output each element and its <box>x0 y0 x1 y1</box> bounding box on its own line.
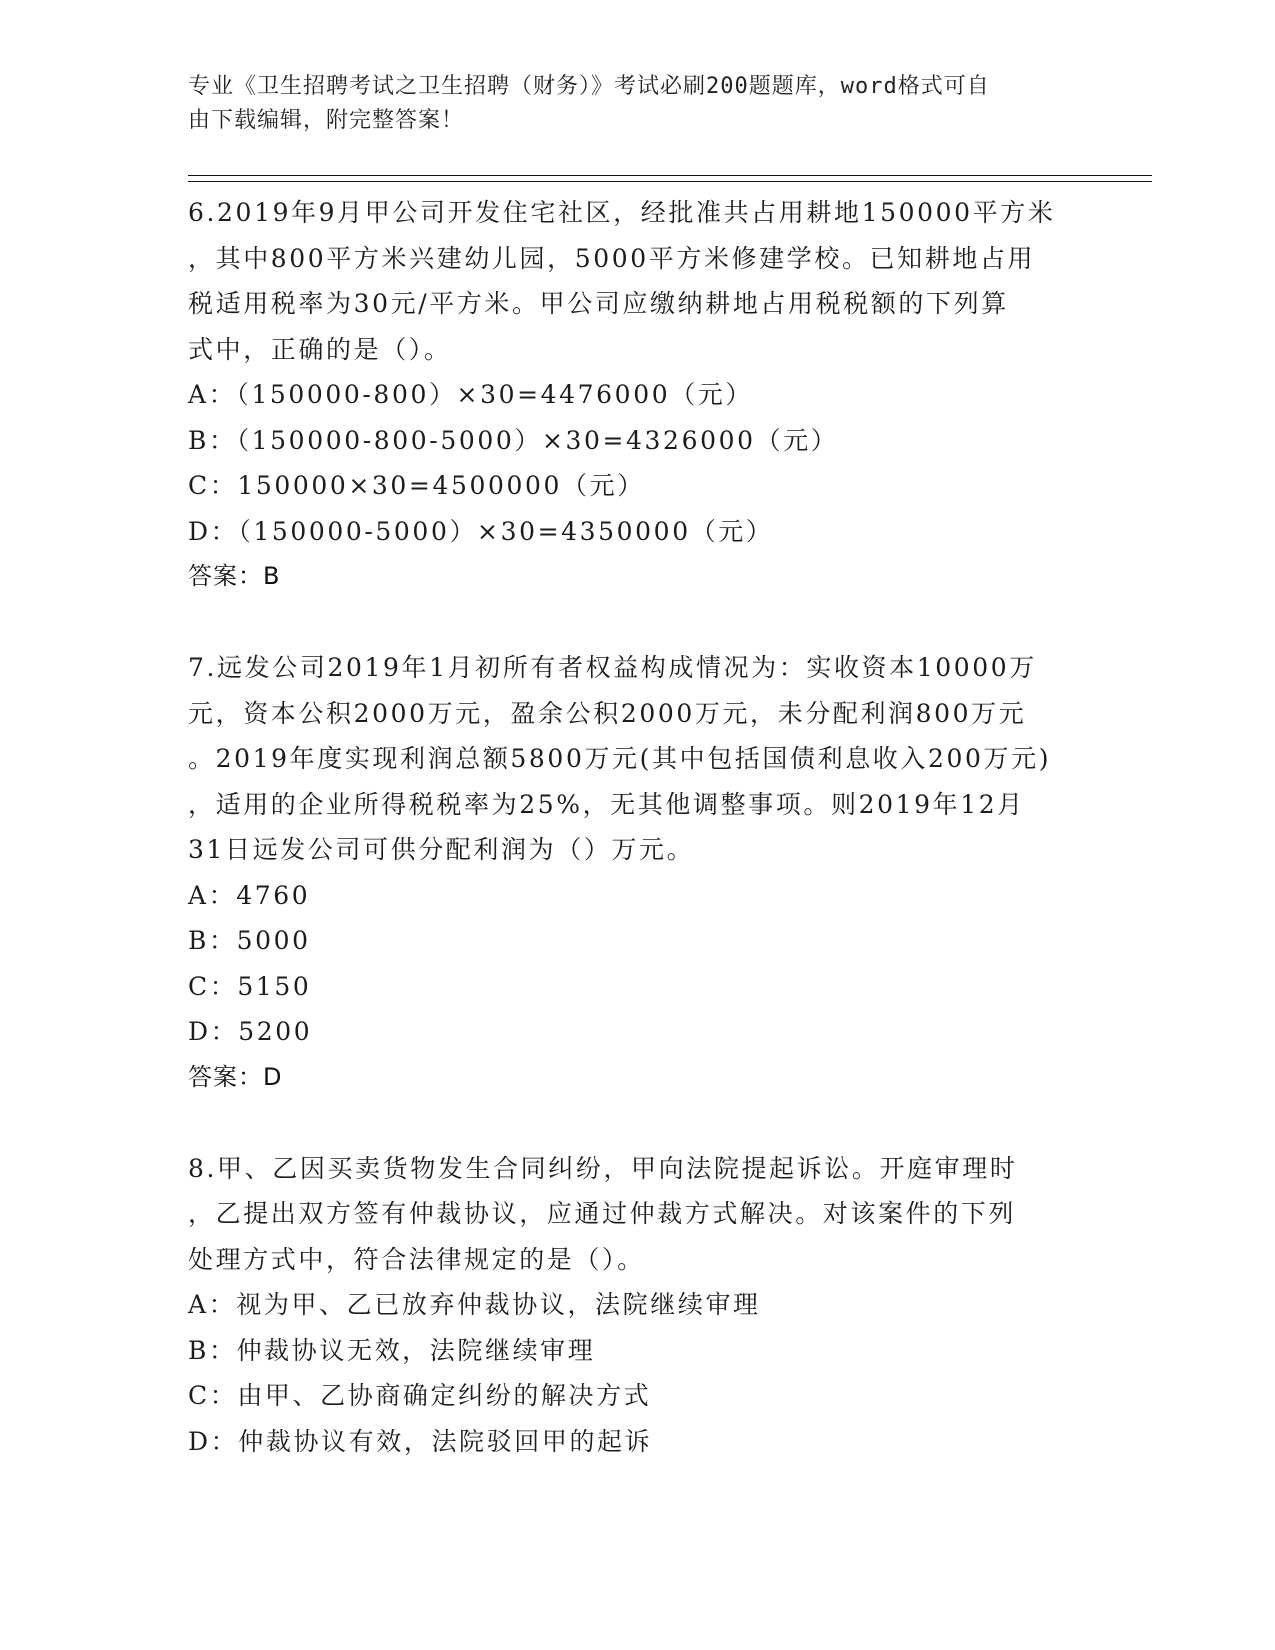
document-header <box>188 70 1088 138</box>
question-text: ，其中800平方米兴建幼儿园，5000平方米修建学校。已知耕地占用 <box>188 243 1036 273</box>
question-spacer <box>188 1100 1148 1146</box>
answer: 答案：B <box>188 562 281 590</box>
answer: 答案：D <box>188 1062 283 1091</box>
header-line: 由下载编辑，附完整答案！ <box>188 108 465 133</box>
header-line: 专业《卫生招聘考试之卫生招聘（财务）》考试必刷200题题库，word格式可自 <box>188 74 990 99</box>
question-text: 31日远发公司可供分配利润为（）万元。 <box>188 835 695 864</box>
option-b: B：（150000-800-5000）×30=4326000（元） <box>188 425 839 455</box>
question-spacer <box>188 600 1148 646</box>
question-text: ，乙提出双方签有仲裁协议，应通过仲裁方式解决。对该案件的下列 <box>188 1199 1017 1228</box>
option-c: C：由甲、乙协商确定纠纷的解决方式 <box>188 1381 652 1410</box>
question-list <box>188 190 1148 1464</box>
header-divider <box>188 175 1152 176</box>
option-d: D：仲裁协议有效，法院驳回甲的起诉 <box>188 1426 653 1456</box>
question-text: 处理方式中，符合法律规定的是（）。 <box>188 1244 645 1274</box>
question-text: 税适用税率为30元/平方米。甲公司应缴纳耕地占用税税额的下列算 <box>188 289 1009 318</box>
question-text: ，适用的企业所得税税率为25%，无其他调整事项。则2019年12月 <box>188 789 1025 819</box>
option-c: C：5150 <box>188 971 312 1001</box>
question-text: 元，资本公积2000万元，盈余公积2000万元，未分配利润800万元 <box>188 698 1027 728</box>
question-text: 6.2019年9月甲公司开发住宅社区，经批准共占用耕地150000平方米 <box>188 198 1056 227</box>
question-text: 7.远发公司2019年1月初所有者权益构成情况为：实收资本10000万 <box>188 653 1037 682</box>
option-b: B：仲裁协议无效，法院继续审理 <box>188 1335 596 1365</box>
question-text: 。2019年度实现利润总额5800万元(其中包括国债利息收入200万元) <box>188 744 1052 773</box>
question-8 <box>188 1146 1148 1465</box>
question-6 <box>188 190 1148 600</box>
option-d: D：5200 <box>188 1017 313 1046</box>
question-7 <box>188 645 1148 1100</box>
option-c: C：150000×30=4500000（元） <box>188 471 645 500</box>
option-a: A：4760 <box>188 880 311 910</box>
option-a: A：视为甲、乙已放弃仲裁协议，法院继续审理 <box>188 1290 761 1319</box>
option-a: A：（150000-800）×30=4476000（元） <box>188 380 753 409</box>
header-divider <box>188 181 1152 182</box>
option-d: D：（150000-5000）×30=4350000（元） <box>188 516 774 546</box>
option-b: B：5000 <box>188 926 311 955</box>
question-text: 式中，正确的是（）。 <box>188 334 452 364</box>
question-text: 8.甲、乙因买卖货物发生合同纠纷，甲向法院提起诉讼。开庭审理时 <box>188 1153 1018 1183</box>
